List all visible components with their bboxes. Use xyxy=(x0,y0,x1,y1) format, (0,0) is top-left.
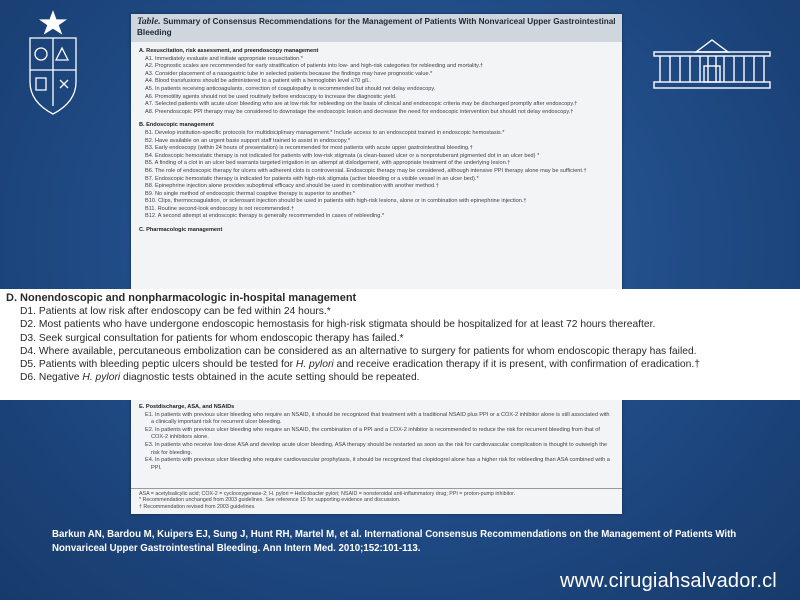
university-building-icon xyxy=(652,38,772,92)
list-item: D5. Patients with bleeding peptic ulcers should be tested for H. pylori and receive eradication therapy if it is present, with confirmation of eradication.† xyxy=(20,359,700,371)
list-item: B1. Develop institution-specific protocols for multidisciplinary management.* Include access to an endoscopist trained in endoscopic hemostasis.* xyxy=(145,129,505,136)
university-crest-icon xyxy=(22,10,84,120)
list-item: B3. Early endoscopy (within 24 hours of presentation) is recommended for most patients with acute upper gastrointestinal bleeding.† xyxy=(145,145,473,152)
section-e xyxy=(131,398,622,472)
list-item: E4. In patients with previous ulcer bleeding who require cardiovascular prophylaxis, it should be recognized that clopidogrel alone has a higher risk for rebleeding than ASA combined with a PPI. xyxy=(145,457,610,471)
list-item: B2. Have available on an urgent basis support staff trained to assist in endoscopy.* xyxy=(145,137,351,144)
list-item: E3. In patients who receive low-dose ASA and develop acute ulcer bleeding, ASA therapy should be restarted as soon as the risk for cardiovascular complication is thought to outweigh the risk for bleeding. xyxy=(145,441,608,456)
section-d-heading: D. Nonendoscopic and nonpharmacologic in-hospital management xyxy=(6,292,357,304)
list-item: A2. Prognostic scales are recommended for early stratification of patients into low- and high-risk categories for rebleeding and mortality.† xyxy=(145,63,484,70)
website-url: www.cirugiahsalvador.cl xyxy=(560,570,777,592)
section-heading: B. Endoscopic management xyxy=(139,122,214,129)
list-item: A3. Consider placement of a nasogastric tube in selected patients because the findings may have prognostic value.* xyxy=(145,70,433,77)
highlight-band-section-d xyxy=(0,289,800,400)
list-item: A4. Blood transfusions should be administered to a patient with a hemoglobin level ≤70 g/L. xyxy=(145,78,372,85)
list-item: B7. Endoscopic hemostatic therapy is indicated for patients with high-risk stigmata (active bleeding or a visible vessel in an ulcer bed).* xyxy=(145,175,479,182)
table-label: Table. xyxy=(137,17,161,27)
list-item: D2. Most patients who have undergone endoscopic hemostasis for high-risk stigmata should be hospitalized for at least 72 hours thereafter. xyxy=(20,319,656,331)
list-item: A8. Preendoscopic PPI therapy may be considered to downstage the endoscopic lesion and decrease the need for endoscopic intervention but should not delay endoscopy.† xyxy=(145,108,574,115)
table-footnotes xyxy=(131,488,622,511)
list-item: B12. A second attempt at endoscopic therapy is generally recommended in cases of rebleeding.* xyxy=(145,213,385,220)
section-heading: A. Resuscitation, risk assessment, and preendoscopy management xyxy=(139,48,319,54)
footnote: † Recommendation revised from 2003 guidelines. xyxy=(139,504,256,511)
footnote: ASA = acetylsalicylic acid; COX-2 = cyclooxygenase-2; H. pylori = Helicobacter pylori; NSAID = nonsteroidal anti-inflammatory drug; PPI = proton-pump inhibitor. xyxy=(139,490,516,497)
section-c xyxy=(131,227,622,235)
list-item: E2. In patients with previous ulcer bleeding who require an NSAID, the combination of a PPI and a COX-2 inhibitor is recommended to reduce the risk for recurrent bleeding from that of COX-2 inhibitors alone. xyxy=(145,426,600,441)
table-title: Summary of Consensus Recommendations for the Management of Patients With Nonvariceal Upper Gastrointestinal Bleeding xyxy=(137,17,616,37)
list-item: A7. Selected patients with acute ulcer bleeding who are at low risk for rebleeding on the basis of clinical and endoscopic criteria may be discharged promptly after endoscopy.† xyxy=(145,101,578,108)
list-item: A1. Immediately evaluate and initiate appropriate resuscitation.* xyxy=(145,55,303,62)
section-b xyxy=(131,122,622,221)
section-heading: E. Postdischarge, ASA, and NSAIDs xyxy=(139,404,235,410)
recommendations-table xyxy=(131,14,622,514)
list-item: A6. Promotility agents should not be used routinely before endoscopy to increase the diagnostic yield. xyxy=(145,93,397,100)
list-item: B10. Clips, thermocoagulation, or sclerosant injection should be used in patients with high-risk lesions, alone or in combination with epinephrine injection.† xyxy=(145,198,527,205)
list-item: A5. In patients receiving anticoagulants, correction of coagulopathy is recommended but should not delay endoscopy. xyxy=(145,85,436,92)
list-item: D3. Seek surgical consultation for patients for whom endoscopic therapy has failed.* xyxy=(20,332,404,344)
list-item: D4. Where available, percutaneous embolization can be considered as an alternative to surgery for patients for whom endoscopic therapy has failed. xyxy=(20,345,697,357)
list-item: B9. No single method of endoscopic thermal coaptive therapy is superior to another.* xyxy=(145,190,355,197)
list-item: D6. Negative H. pylori diagnostic tests obtained in the acute setting should be repeated. xyxy=(20,372,420,384)
list-item: E1. In patients with previous ulcer bleeding who require an NSAID, it should be recognized that treatment with a traditional NSAID plus PPI or a COX-2 inhibitor alone is still associated with a clinically important risk for recurrent ulcer bleeding. xyxy=(145,411,610,426)
section-a xyxy=(131,48,622,116)
list-item: B11. Routine second-look endoscopy is not recommended.† xyxy=(145,205,295,212)
list-item: B8. Epinephrine injection alone provides suboptimal efficacy and should be used in combination with another method.† xyxy=(145,183,439,190)
list-item: B5. A finding of a clot in an ulcer bed warrants targeted irrigation in an attempt at dislodgement, with appropriate treatment of the underlying lesion.† xyxy=(145,160,511,167)
footnote: * Recommendation unchanged from 2003 guidelines. See reference 15 for supporting evidence and discussion. xyxy=(139,497,401,504)
list-item: B4. Endoscopic hemostatic therapy is not indicated for patients with low-risk stigmata (a clean-based ulcer or a nonprotuberant pigmented dot in an ulcer bed) * xyxy=(145,152,540,159)
list-item: B6. The role of endoscopic therapy for ulcers with adherent clots is controversial. Endoscopic therapy may be considered, although intensive PPI therapy alone may be sufficient.† xyxy=(145,167,587,174)
list-item: D1. Patients at low risk after endoscopy can be fed within 24 hours.* xyxy=(20,306,331,317)
section-heading: C. Pharmacologic management xyxy=(139,227,223,234)
table-header xyxy=(131,14,622,42)
citation-text: Barkun AN, Bardou M, Kuipers EJ, Sung J, Hunt RH, Martel M, et al. International Consensus Recommendations on the Management of Patients With Nonvariceal Upper Gastrointestinal Bleeding. Ann Intern Med. 2010;152:101-113. xyxy=(52,529,737,554)
